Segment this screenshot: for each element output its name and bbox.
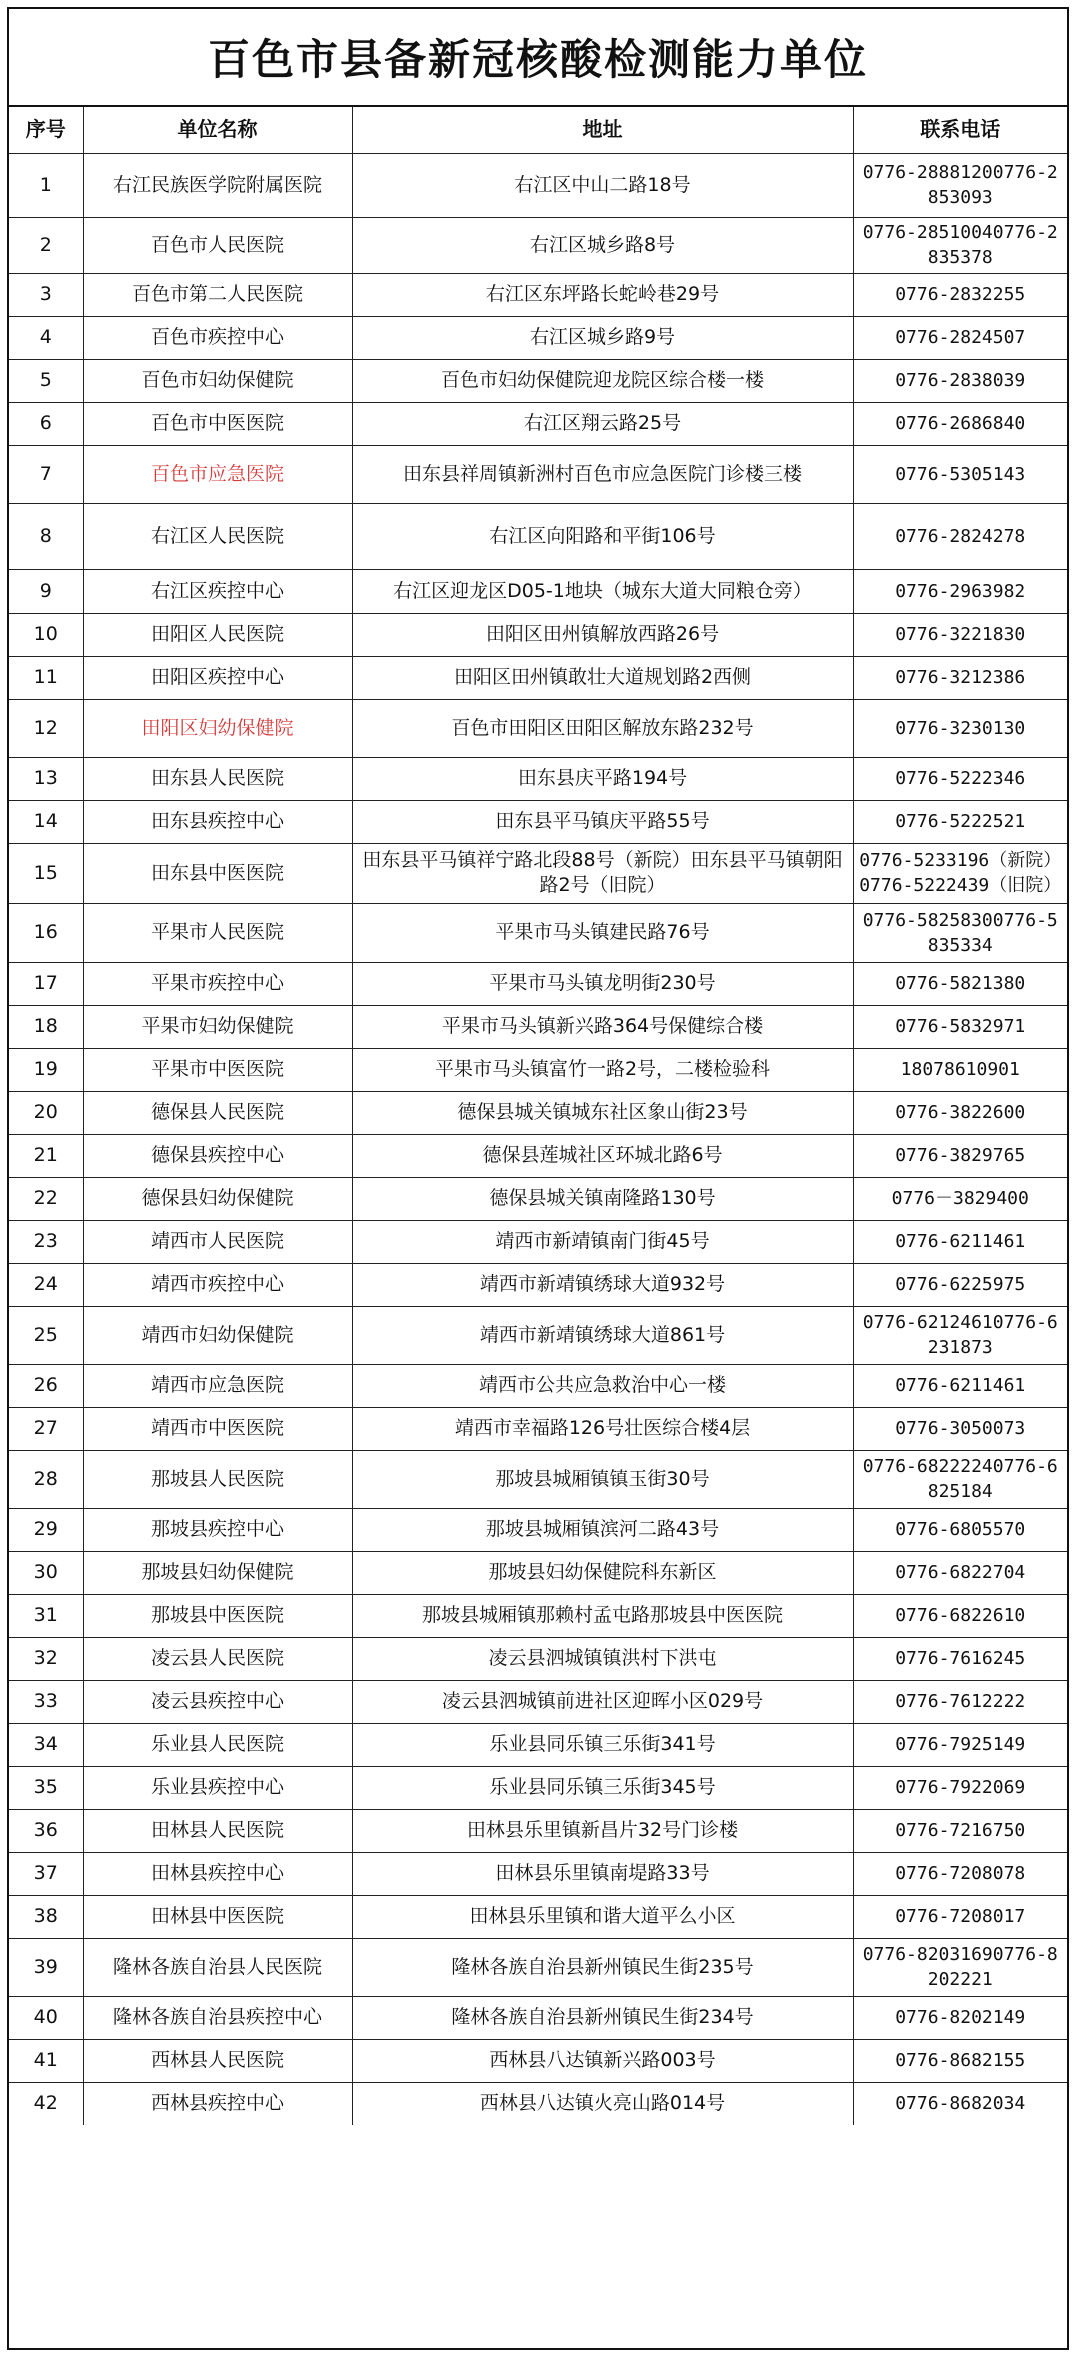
row-number: 11	[9, 656, 83, 699]
unit-address: 西林县八达镇新兴路003号	[352, 2039, 853, 2082]
unit-name: 隆林各族自治县人民医院	[83, 1938, 352, 1996]
document-page	[7, 7, 1069, 2350]
table-row	[9, 800, 1067, 843]
unit-address: 右江区翔云路25号	[352, 402, 853, 445]
unit-phone: 0776-5832971	[853, 1005, 1067, 1048]
unit-phone: 0776-3829765	[853, 1134, 1067, 1177]
unit-phone: 0776－3829400	[853, 1177, 1067, 1220]
unit-phone: 0776-5222521	[853, 800, 1067, 843]
unit-phone: 0776-7208017	[853, 1895, 1067, 1938]
table-row	[9, 1852, 1067, 1895]
unit-address: 德保县莲城社区环城北路6号	[352, 1134, 853, 1177]
unit-name: 德保县妇幼保健院	[83, 1177, 352, 1220]
row-number: 31	[9, 1594, 83, 1637]
table-row	[9, 1938, 1067, 1996]
header-address: 地址	[352, 107, 853, 153]
table-row	[9, 1895, 1067, 1938]
unit-name: 乐业县疾控中心	[83, 1766, 352, 1809]
unit-phone: 0776-68222240776-6825184	[853, 1450, 1067, 1508]
unit-phone: 0776-6805570	[853, 1508, 1067, 1551]
unit-name: 右江区疾控中心	[83, 569, 352, 613]
unit-address: 隆林各族自治县新州镇民生街235号	[352, 1938, 853, 1996]
unit-address: 右江区城乡路9号	[352, 316, 853, 359]
unit-phone: 0776-8682155	[853, 2039, 1067, 2082]
unit-address: 田林县乐里镇和谐大道平么小区	[352, 1895, 853, 1938]
unit-phone: 0776-7616245	[853, 1637, 1067, 1680]
table-row	[9, 1091, 1067, 1134]
unit-address: 平果市马头镇龙明街230号	[352, 962, 853, 1005]
unit-address: 乐业县同乐镇三乐街345号	[352, 1766, 853, 1809]
unit-phone: 18078610901	[853, 1048, 1067, 1091]
unit-name: 百色市妇幼保健院	[83, 359, 352, 402]
row-number: 16	[9, 903, 83, 962]
unit-address: 靖西市新靖镇绣球大道932号	[352, 1263, 853, 1306]
unit-phone: 0776-3212386	[853, 656, 1067, 699]
table-row	[9, 903, 1067, 962]
table-row	[9, 1220, 1067, 1263]
row-number: 30	[9, 1551, 83, 1594]
row-number: 24	[9, 1263, 83, 1306]
unit-phone: 0776-6225975	[853, 1263, 1067, 1306]
unit-name: 田阳区人民医院	[83, 613, 352, 656]
table-row	[9, 316, 1067, 359]
table-body	[9, 153, 1067, 2125]
unit-phone: 0776-7612222	[853, 1680, 1067, 1723]
table-row	[9, 1809, 1067, 1852]
unit-phone: 0776-2832255	[853, 273, 1067, 316]
table-row	[9, 699, 1067, 757]
table-row	[9, 1364, 1067, 1407]
row-number: 26	[9, 1364, 83, 1407]
unit-name: 那坡县妇幼保健院	[83, 1551, 352, 1594]
table-row	[9, 1134, 1067, 1177]
unit-name: 靖西市中医医院	[83, 1407, 352, 1450]
row-number: 38	[9, 1895, 83, 1938]
row-number: 1	[9, 153, 83, 217]
unit-name: 百色市疾控中心	[83, 316, 352, 359]
unit-phone: 0776-7922069	[853, 1766, 1067, 1809]
table-row	[9, 1996, 1067, 2039]
unit-name: 百色市应急医院	[83, 445, 352, 503]
unit-address: 靖西市新靖镇绣球大道861号	[352, 1306, 853, 1364]
unit-address: 那坡县妇幼保健院科东新区	[352, 1551, 853, 1594]
row-number: 35	[9, 1766, 83, 1809]
unit-address: 右江区迎龙区D05-1地块（城东大道大同粮仓旁）	[352, 569, 853, 613]
unit-name: 右江民族医学院附属医院	[83, 153, 352, 217]
unit-phone: 0776-28881200776-2853093	[853, 153, 1067, 217]
unit-address: 靖西市幸福路126号壮医综合楼4层	[352, 1407, 853, 1450]
unit-name: 那坡县疾控中心	[83, 1508, 352, 1551]
row-number: 2	[9, 217, 83, 273]
unit-phone: 0776-6822610	[853, 1594, 1067, 1637]
table-row	[9, 1551, 1067, 1594]
unit-name: 百色市中医医院	[83, 402, 352, 445]
unit-phone: 0776-28510040776-2835378	[853, 217, 1067, 273]
unit-name: 右江区人民医院	[83, 503, 352, 569]
page-title: 百色市县备新冠核酸检测能力单位	[9, 9, 1067, 107]
unit-name: 百色市人民医院	[83, 217, 352, 273]
table-row	[9, 843, 1067, 903]
unit-name: 乐业县人民医院	[83, 1723, 352, 1766]
row-number: 10	[9, 613, 83, 656]
unit-name: 百色市第二人民医院	[83, 273, 352, 316]
unit-address: 靖西市新靖镇南门街45号	[352, 1220, 853, 1263]
unit-name: 田阳区妇幼保健院	[83, 699, 352, 757]
row-number: 12	[9, 699, 83, 757]
unit-name: 靖西市人民医院	[83, 1220, 352, 1263]
unit-address: 右江区中山二路18号	[352, 153, 853, 217]
unit-phone: 0776-62124610776-6231873	[853, 1306, 1067, 1364]
unit-address: 田东县庆平路194号	[352, 757, 853, 800]
unit-phone: 0776-6822704	[853, 1551, 1067, 1594]
header-name: 单位名称	[83, 107, 352, 153]
unit-address: 德保县城关镇南隆路130号	[352, 1177, 853, 1220]
unit-address: 西林县八达镇火亮山路014号	[352, 2082, 853, 2125]
table-row	[9, 1306, 1067, 1364]
unit-name: 田东县中医医院	[83, 843, 352, 903]
row-number: 39	[9, 1938, 83, 1996]
unit-phone: 0776-5821380	[853, 962, 1067, 1005]
unit-address: 田林县乐里镇新昌片32号门诊楼	[352, 1809, 853, 1852]
row-number: 22	[9, 1177, 83, 1220]
unit-address: 百色市妇幼保健院迎龙院区综合楼一楼	[352, 359, 853, 402]
unit-phone: 0776-3221830	[853, 613, 1067, 656]
unit-name: 靖西市妇幼保健院	[83, 1306, 352, 1364]
table-row	[9, 359, 1067, 402]
unit-phone: 0776-2838039	[853, 359, 1067, 402]
table-row	[9, 273, 1067, 316]
row-number: 27	[9, 1407, 83, 1450]
row-number: 42	[9, 2082, 83, 2125]
unit-address: 平果市马头镇新兴路364号保健综合楼	[352, 1005, 853, 1048]
unit-name: 凌云县人民医院	[83, 1637, 352, 1680]
unit-name: 那坡县人民医院	[83, 1450, 352, 1508]
table-row	[9, 1263, 1067, 1306]
row-number: 32	[9, 1637, 83, 1680]
unit-address: 平果市马头镇建民路76号	[352, 903, 853, 962]
unit-address: 百色市田阳区田阳区解放东路232号	[352, 699, 853, 757]
row-number: 29	[9, 1508, 83, 1551]
unit-name: 凌云县疾控中心	[83, 1680, 352, 1723]
unit-name: 平果市中医医院	[83, 1048, 352, 1091]
table-row	[9, 757, 1067, 800]
unit-name: 西林县人民医院	[83, 2039, 352, 2082]
unit-address: 田阳区田州镇敢壮大道规划路2西侧	[352, 656, 853, 699]
unit-address: 右江区向阳路和平街106号	[352, 503, 853, 569]
unit-phone: 0776-8682034	[853, 2082, 1067, 2125]
table-row	[9, 1005, 1067, 1048]
unit-name: 德保县人民医院	[83, 1091, 352, 1134]
row-number: 23	[9, 1220, 83, 1263]
table-row	[9, 656, 1067, 699]
row-number: 21	[9, 1134, 83, 1177]
unit-address: 右江区城乡路8号	[352, 217, 853, 273]
table-row	[9, 1723, 1067, 1766]
row-number: 3	[9, 273, 83, 316]
table-row	[9, 613, 1067, 656]
unit-phone: 0776-2824507	[853, 316, 1067, 359]
unit-phone: 0776-5233196（新院）0776-5222439（旧院）	[853, 843, 1067, 903]
table-row	[9, 153, 1067, 217]
table-header-row	[9, 107, 1067, 153]
table-row	[9, 1766, 1067, 1809]
unit-name: 靖西市应急医院	[83, 1364, 352, 1407]
table-row	[9, 1508, 1067, 1551]
unit-address: 乐业县同乐镇三乐街341号	[352, 1723, 853, 1766]
unit-name: 田林县人民医院	[83, 1809, 352, 1852]
unit-address: 那坡县城厢镇滨河二路43号	[352, 1508, 853, 1551]
row-number: 4	[9, 316, 83, 359]
unit-name: 西林县疾控中心	[83, 2082, 352, 2125]
unit-name: 田东县人民医院	[83, 757, 352, 800]
unit-name: 田阳区疾控中心	[83, 656, 352, 699]
row-number: 15	[9, 843, 83, 903]
table-row	[9, 2039, 1067, 2082]
unit-address: 平果市马头镇富竹一路2号，二楼检验科	[352, 1048, 853, 1091]
testing-units-table	[9, 107, 1067, 2125]
row-number: 37	[9, 1852, 83, 1895]
unit-address: 凌云县泗城镇前进社区迎晖小区029号	[352, 1680, 853, 1723]
row-number: 6	[9, 402, 83, 445]
table-row	[9, 1048, 1067, 1091]
unit-phone: 0776-6211461	[853, 1364, 1067, 1407]
unit-phone: 0776-7925149	[853, 1723, 1067, 1766]
unit-name: 那坡县中医医院	[83, 1594, 352, 1637]
table-row	[9, 2082, 1067, 2125]
unit-address: 德保县城关镇城东社区象山街23号	[352, 1091, 853, 1134]
table-row	[9, 445, 1067, 503]
unit-address: 那坡县城厢镇镇玉街30号	[352, 1450, 853, 1508]
unit-name: 德保县疾控中心	[83, 1134, 352, 1177]
unit-name: 田东县疾控中心	[83, 800, 352, 843]
unit-name: 靖西市疾控中心	[83, 1263, 352, 1306]
row-number: 28	[9, 1450, 83, 1508]
unit-phone: 0776-7208078	[853, 1852, 1067, 1895]
unit-name: 平果市疾控中心	[83, 962, 352, 1005]
unit-phone: 0776-2963982	[853, 569, 1067, 613]
unit-address: 田东县祥周镇新洲村百色市应急医院门诊楼三楼	[352, 445, 853, 503]
unit-phone: 0776-5222346	[853, 757, 1067, 800]
table-row	[9, 1407, 1067, 1450]
unit-name: 田林县疾控中心	[83, 1852, 352, 1895]
row-number: 40	[9, 1996, 83, 2039]
unit-address: 右江区东坪路长蛇岭巷29号	[352, 273, 853, 316]
unit-address: 田阳区田州镇解放西路26号	[352, 613, 853, 656]
table-row	[9, 1450, 1067, 1508]
row-number: 33	[9, 1680, 83, 1723]
unit-phone: 0776-82031690776-8202221	[853, 1938, 1067, 1996]
unit-name: 平果市妇幼保健院	[83, 1005, 352, 1048]
unit-phone: 0776-7216750	[853, 1809, 1067, 1852]
row-number: 41	[9, 2039, 83, 2082]
table-row	[9, 402, 1067, 445]
row-number: 17	[9, 962, 83, 1005]
row-number: 19	[9, 1048, 83, 1091]
row-number: 5	[9, 359, 83, 402]
unit-phone: 0776-58258300776-5835334	[853, 903, 1067, 962]
row-number: 14	[9, 800, 83, 843]
unit-address: 田东县平马镇祥宁路北段88号（新院）田东县平马镇朝阳路2号（旧院）	[352, 843, 853, 903]
unit-phone: 0776-3230130	[853, 699, 1067, 757]
table-row	[9, 962, 1067, 1005]
unit-phone: 0776-2686840	[853, 402, 1067, 445]
table-row	[9, 1594, 1067, 1637]
unit-phone: 0776-2824278	[853, 503, 1067, 569]
row-number: 20	[9, 1091, 83, 1134]
unit-address: 田东县平马镇庆平路55号	[352, 800, 853, 843]
row-number: 8	[9, 503, 83, 569]
unit-address: 那坡县城厢镇那赖村孟屯路那坡县中医医院	[352, 1594, 853, 1637]
unit-phone: 0776-3822600	[853, 1091, 1067, 1134]
row-number: 9	[9, 569, 83, 613]
row-number: 7	[9, 445, 83, 503]
unit-phone: 0776-8202149	[853, 1996, 1067, 2039]
unit-phone: 0776-6211461	[853, 1220, 1067, 1263]
unit-address: 田林县乐里镇南堤路33号	[352, 1852, 853, 1895]
table-row	[9, 1637, 1067, 1680]
table-row	[9, 1680, 1067, 1723]
unit-address: 凌云县泗城镇镇洪村下洪屯	[352, 1637, 853, 1680]
unit-name: 田林县中医医院	[83, 1895, 352, 1938]
unit-name: 隆林各族自治县疾控中心	[83, 1996, 352, 2039]
unit-name: 平果市人民医院	[83, 903, 352, 962]
row-number: 25	[9, 1306, 83, 1364]
row-number: 36	[9, 1809, 83, 1852]
unit-phone: 0776-3050073	[853, 1407, 1067, 1450]
header-phone: 联系电话	[853, 107, 1067, 153]
table-row	[9, 217, 1067, 273]
unit-phone: 0776-5305143	[853, 445, 1067, 503]
row-number: 34	[9, 1723, 83, 1766]
table-row	[9, 1177, 1067, 1220]
unit-address: 靖西市公共应急救治中心一楼	[352, 1364, 853, 1407]
header-no: 序号	[9, 107, 83, 153]
table-row	[9, 503, 1067, 569]
unit-address: 隆林各族自治县新州镇民生街234号	[352, 1996, 853, 2039]
row-number: 18	[9, 1005, 83, 1048]
table-row	[9, 569, 1067, 613]
row-number: 13	[9, 757, 83, 800]
